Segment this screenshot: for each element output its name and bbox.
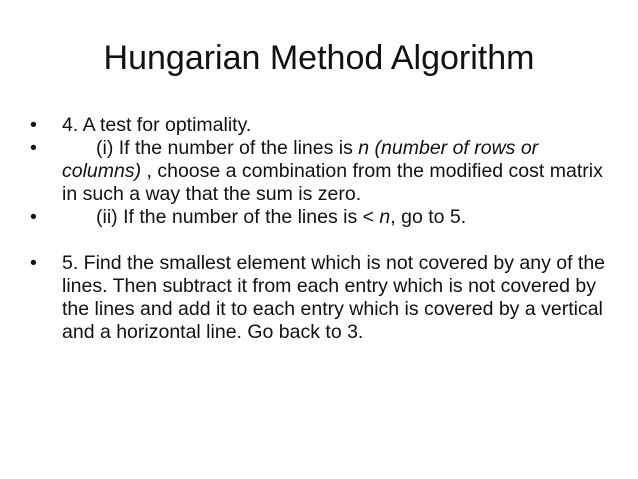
bullet-dot: •	[30, 137, 37, 159]
bullet-text-part: , choose a combination from the modified cost matrix in such a way that the sum is zero.	[62, 160, 603, 205]
slide-title: Hungarian Method Algorithm	[103, 39, 535, 77]
bullet-italic-text: n (number of rows or columns)	[62, 137, 539, 182]
bullet-item	[30, 252, 610, 344]
bullet-item	[30, 137, 610, 206]
bullet-list	[30, 114, 610, 344]
bullet-text-part: , go to 5.	[390, 206, 467, 228]
bullet-item	[30, 114, 610, 137]
bullet-dot: •	[30, 206, 37, 228]
bullet-item	[30, 206, 610, 229]
bullet-text: 4. A test for optimality.	[62, 114, 252, 136]
bullet-text-part: (ii) If the number of the lines is <	[96, 206, 380, 228]
bullet-text-part: (i) If the number of the lines is	[96, 137, 359, 159]
bullet-italic-text: n	[379, 206, 391, 228]
bullet-dot: •	[30, 114, 37, 136]
bullet-text: 5. Find the smallest element which is not covered by any of the lines. Then subtract it from each entry which is not covered by the lines and add it to each entry which is covered by a vertical and a horizontal line. Go back to 3.	[62, 252, 606, 343]
bullet-dot: •	[30, 252, 37, 274]
